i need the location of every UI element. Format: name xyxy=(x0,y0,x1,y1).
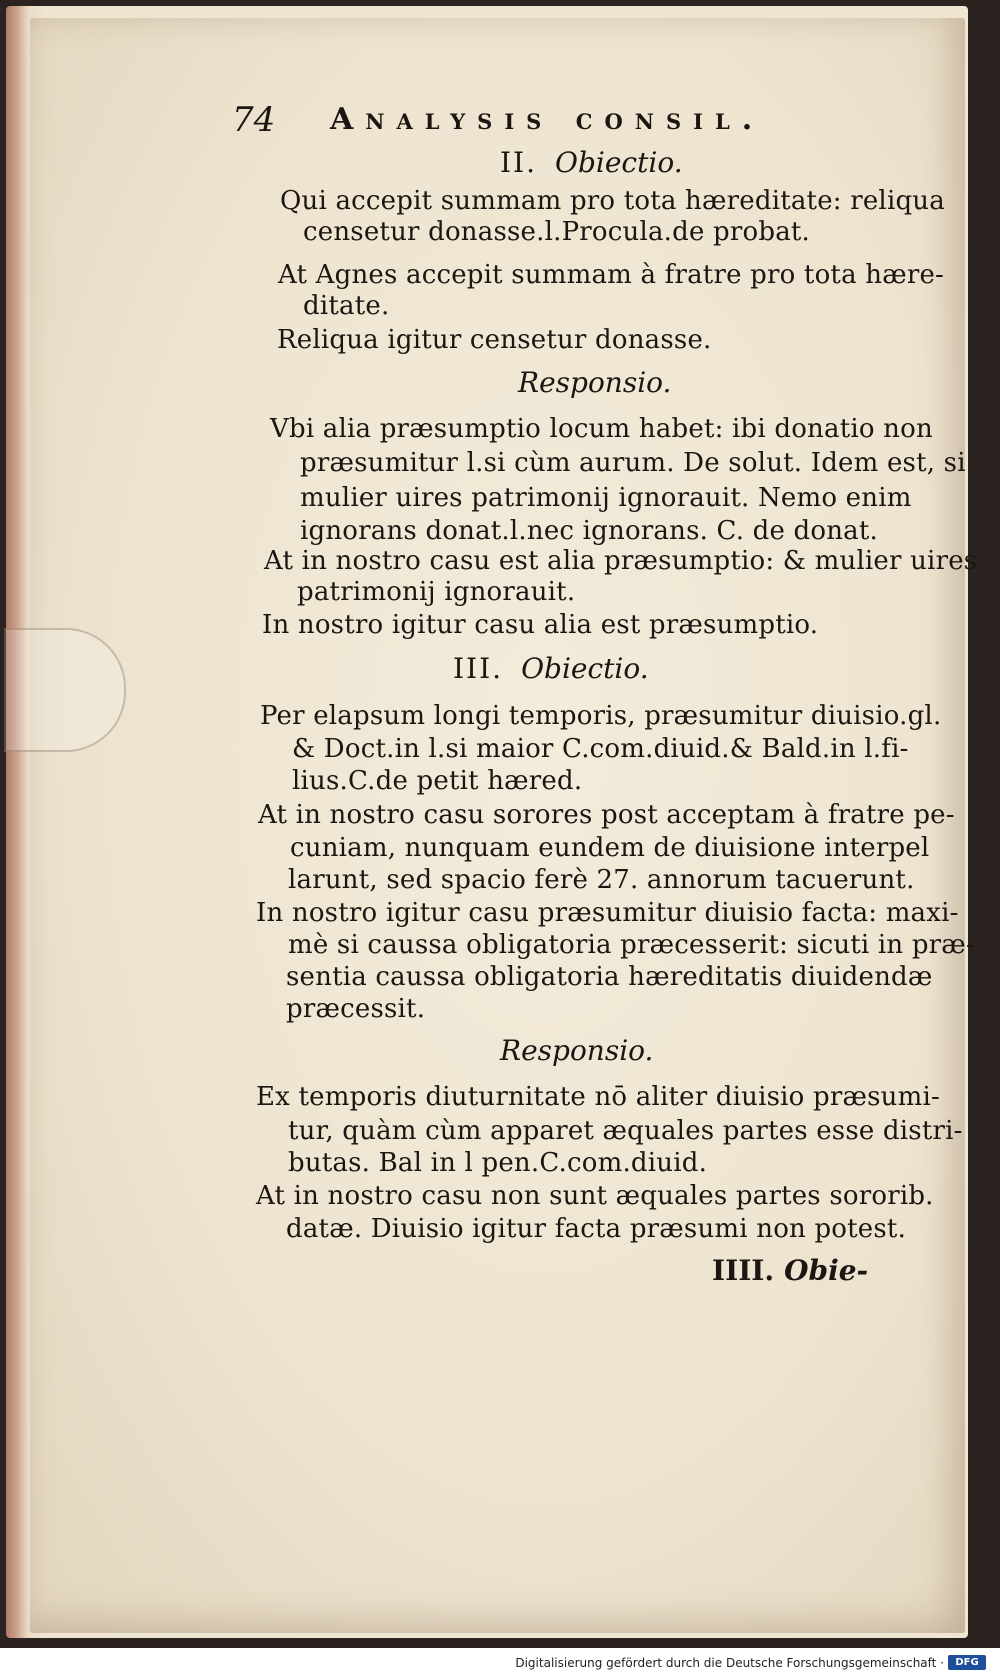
catchword-word: Obie- xyxy=(784,1254,869,1287)
text-line: larunt, sed spacio ferè 27. annorum tacuerunt. xyxy=(288,865,915,895)
text-line: Ex temporis diuturnitate nō aliter diuisio præsumi- xyxy=(256,1082,940,1112)
text-line: In nostro igitur casu alia est præsumptio. xyxy=(262,610,819,640)
text-line: præcessit. xyxy=(286,994,426,1024)
section-heading: Responsio. xyxy=(518,366,672,399)
section-numeral: II. xyxy=(500,146,538,179)
text-line: mè si caussa obligatoria præcesserit: sicuti in præ- xyxy=(288,930,975,960)
dfg-logo-icon: DFG xyxy=(948,1655,986,1670)
text-line: mulier uires patrimonij ignorauit. Nemo enim xyxy=(300,483,912,513)
page-number: 74 xyxy=(232,100,276,140)
text-line: sentia caussa obligatoria hæreditatis diuidendæ xyxy=(286,962,933,992)
section-heading: Responsio. xyxy=(500,1034,654,1067)
text-line: patrimonij ignorauit. xyxy=(297,577,576,607)
text-line: lius.C.de petit hæred. xyxy=(292,766,583,796)
text-line: præsumitur l.si cùm aurum. De solut. Idem est, si xyxy=(300,448,966,478)
text-line: Per elapsum longi temporis, præsumitur diuisio.gl. xyxy=(260,701,942,731)
text-line: Reliqua igitur censetur donasse. xyxy=(277,325,712,355)
running-title: Analysis consil. xyxy=(330,102,765,137)
text-line: In nostro igitur casu præsumitur diuisio facta: maxi- xyxy=(256,898,959,928)
catchword xyxy=(712,1254,868,1287)
text-line: ditate. xyxy=(303,291,390,321)
section-title: Obiectio. xyxy=(521,652,649,685)
text-line: censetur donasse.l.Procula.de probat. xyxy=(303,217,811,247)
text-line: datæ. Diuisio igitur facta præsumi non potest. xyxy=(286,1214,907,1244)
section-heading xyxy=(500,146,683,179)
text-line: At in nostro casu sorores post acceptam à fratre pe- xyxy=(258,800,955,830)
text-line: At in nostro casu est alia præsumptio: & mulier uires xyxy=(264,546,978,576)
text-line: Qui accepit summam pro tota hæreditate: reliqua xyxy=(280,186,945,216)
text-line: tur, quàm cùm apparet æquales partes esse distri- xyxy=(288,1116,963,1146)
section-numeral: III. xyxy=(453,652,504,685)
section-title: Obiectio. xyxy=(555,146,683,179)
catchword-numeral: IIII. xyxy=(712,1254,775,1287)
text-line: At Agnes accepit summam à fratre pro tota hære- xyxy=(278,260,945,290)
footer-bar xyxy=(0,1648,1000,1676)
section-heading xyxy=(453,652,649,685)
text-line: & Doct.in l.si maior C.com.diuid.& Bald.in l.fi- xyxy=(292,734,909,764)
text-line: cuniam, nunquam eundem de diuisione interpel xyxy=(290,833,930,863)
text-line: Vbi alia præsumptio locum habet: ibi donatio non xyxy=(270,414,933,444)
text-line: ignorans donat.l.nec ignorans. C. de donat. xyxy=(300,516,878,546)
text-line: butas. Bal in l pen.C.com.diuid. xyxy=(288,1148,708,1178)
footer-credit: Digitalisierung gefördert durch die Deutsche Forschungsgemeinschaft · xyxy=(515,1656,944,1670)
text-line: At in nostro casu non sunt æquales partes sororib. xyxy=(256,1181,934,1211)
